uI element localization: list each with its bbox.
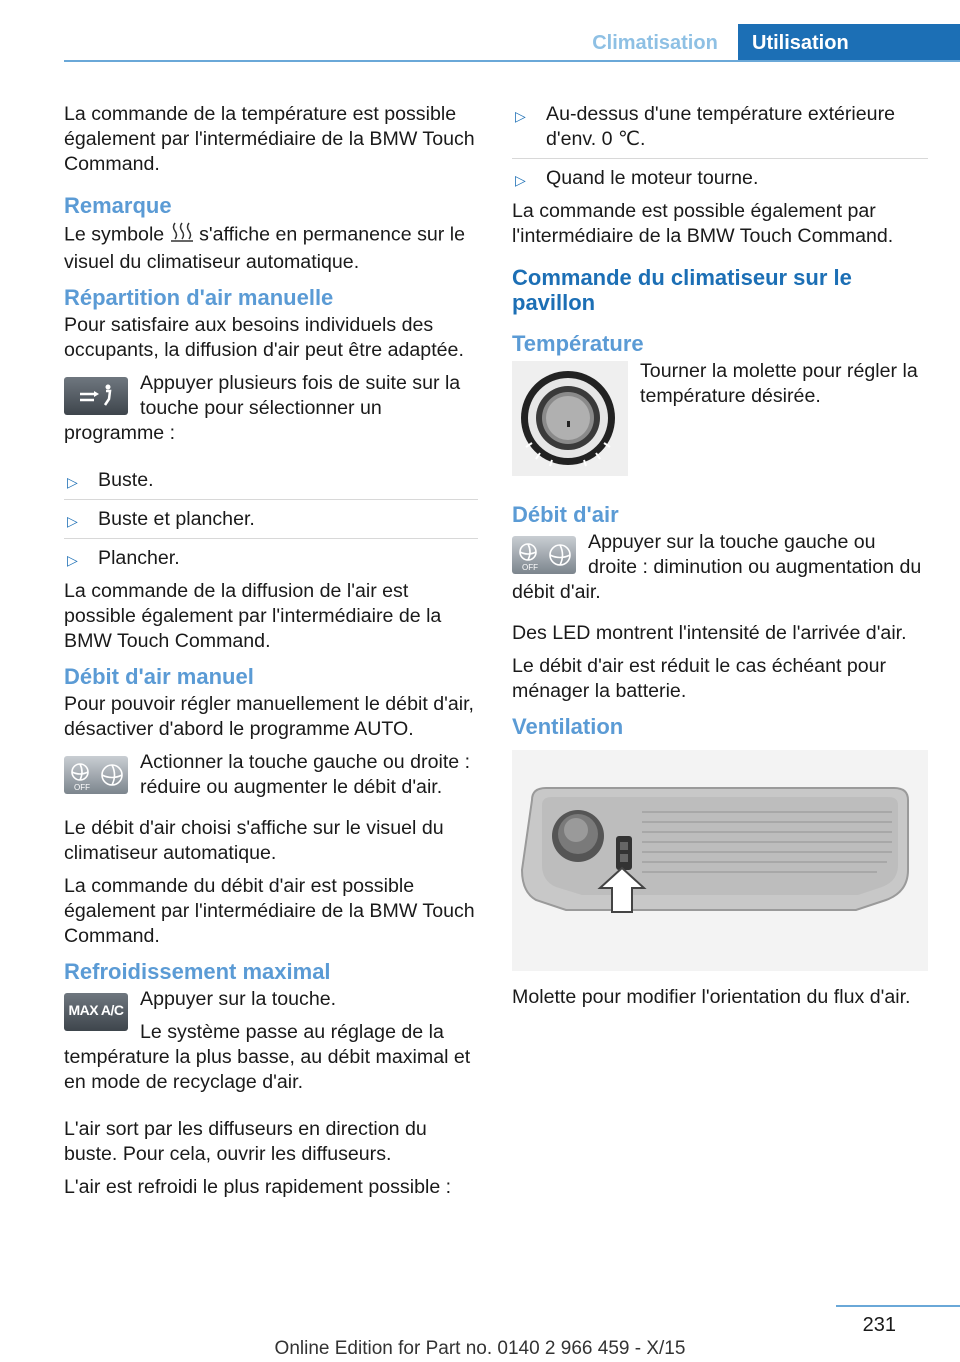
- list-item-text: Au-dessus d'une température extérieure d'env. 0 ℃.: [546, 103, 896, 150]
- appuyer-touche-paragraph: Appuyer sur la touche.: [140, 988, 337, 1010]
- triangle-bullet-icon: ▷: [67, 513, 78, 529]
- heading-debit: Débit d'air: [512, 502, 619, 527]
- max-ac-instruction: [64, 987, 478, 1103]
- lair-sort-paragraph: L'air sort par les diffuseurs en direction du buste. Pour cela, ouvrir les diffuseurs.: [64, 1118, 427, 1165]
- tourner-paragraph: Tourner la molette pour régler la température désirée.: [640, 360, 918, 407]
- footer-rule: [836, 1305, 960, 1307]
- reduit-paragraph: Le débit d'air est réduit le cas échéant pour ménager la batterie.: [512, 655, 887, 702]
- debit-instruction: [512, 530, 928, 613]
- appuyer-gd-paragraph: Appuyer sur la touche gauche ou droite : diminution ou augmentation du débit d'air.: [512, 531, 922, 603]
- triangle-bullet-icon: ▷: [515, 172, 526, 188]
- remarque-paragraph: [64, 221, 478, 275]
- fan-speed-instruction: [64, 750, 478, 808]
- fan-icon: [64, 756, 128, 794]
- program-list: [64, 468, 478, 571]
- edition-footer: Online Edition for Part no. 0140 2 966 459 - X/15: [274, 1338, 686, 1359]
- commande-paragraph: La commande est possible également par l'intermédiaire de la BMW Touch Command.: [512, 200, 894, 247]
- page-number: 231: [862, 1314, 896, 1336]
- heading-debit-manuel: Débit d'air manuel: [64, 664, 254, 689]
- fan-button-image-roof: [512, 536, 576, 574]
- led-paragraph: Des LED montrent l'intensité de l'arrivée d'air.: [512, 622, 907, 644]
- ventilation-photo: [512, 750, 928, 971]
- left-column: [64, 102, 478, 1208]
- condition-list: [512, 102, 928, 191]
- list-item: [512, 102, 928, 159]
- list-item-text: Buste.: [98, 469, 154, 491]
- list-item-text: Buste et plancher.: [98, 508, 255, 530]
- debit-manuel-paragraph: Pour pouvoir régler manuellement le débit d'air, désactiver d'abord le programme AUTO.: [64, 693, 474, 740]
- heading-ventilation: Ventilation: [512, 714, 624, 739]
- right-column: [512, 102, 928, 1018]
- remarque-text-before: Le symbole: [64, 223, 165, 246]
- ventilation-caption: Molette pour modifier l'orientation du flux d'air.: [512, 986, 911, 1008]
- heading-remarque: Remarque: [64, 193, 172, 218]
- max-ac-button-image: [64, 993, 128, 1031]
- triangle-bullet-icon: ▷: [67, 474, 78, 490]
- triangle-bullet-icon: ▷: [515, 108, 526, 124]
- fan-button-image: [64, 756, 128, 794]
- air-distribution-instruction: [64, 371, 478, 454]
- remarque-text-after: s'affiche en permanence sur le visuel du climatiseur automatique.: [64, 223, 465, 273]
- svg-text:OFF: OFF: [74, 783, 90, 792]
- header-section-tab[interactable]: Climatisation: [592, 32, 718, 54]
- repartition-paragraph: Pour satisfaire aux besoins individuels des occupants, la diffusion d'air peut être adaptée.: [64, 314, 464, 361]
- list-item: [64, 468, 478, 500]
- temperature-knob-photo: [512, 361, 628, 476]
- temperature-instruction: [512, 359, 928, 482]
- air-distribution-icon: [64, 377, 128, 415]
- list-item-text: Plancher.: [98, 547, 180, 569]
- commande-debit-paragraph: La commande du débit d'air est possible également par l'intermédiaire de la BMW Touch Command.: [64, 875, 475, 947]
- svg-text:OFF: OFF: [522, 563, 538, 572]
- rear-defrost-icon: [170, 221, 194, 250]
- systeme-paragraph: Le système passe au réglage de la température la plus basse, au débit maximal et en mode de recyclage d'air.: [64, 1021, 471, 1093]
- choisi-paragraph: Le débit d'air choisi s'affiche sur le visuel du climatiseur automatique.: [64, 817, 444, 864]
- refroidi-paragraph: L'air est refroidi le plus rapidement possible :: [64, 1176, 452, 1198]
- list-item: [64, 507, 478, 539]
- list-item-text: Quand le moteur tourne.: [546, 167, 759, 189]
- diffusion-paragraph: La commande de la diffusion de l'air est possible également par l'intermédiaire de la BMW Touch Command.: [64, 580, 442, 652]
- air-distribution-button-image: [64, 377, 128, 415]
- actionner-paragraph: Actionner la touche gauche ou droite : réduire ou augmenter le débit d'air.: [140, 751, 471, 798]
- heading-repartition: Répartition d'air manuelle: [64, 285, 334, 310]
- list-item: [64, 546, 478, 571]
- heading-refroidissement: Refroidissement maximal: [64, 959, 331, 984]
- appuyer-paragraph: Appuyer plusieurs fois de suite sur la touche pour sélectionner un programme :: [64, 372, 461, 444]
- max-ac-icon: [64, 993, 128, 1031]
- heading-temperature: Température: [512, 331, 644, 356]
- triangle-bullet-icon: ▷: [67, 552, 78, 568]
- list-item: [512, 166, 928, 191]
- header-chapter-tab[interactable]: Utilisation: [738, 24, 960, 62]
- header-rule: [64, 60, 960, 62]
- intro-paragraph: La commande de la température est possible également par l'intermédiaire de la BMW Touch Command.: [64, 103, 475, 175]
- heading-pavillon: Commande du climatiseur sur le pavillon: [512, 265, 852, 315]
- max-ac-label: MAX A/C: [68, 1002, 124, 1018]
- fan-icon: [512, 536, 576, 574]
